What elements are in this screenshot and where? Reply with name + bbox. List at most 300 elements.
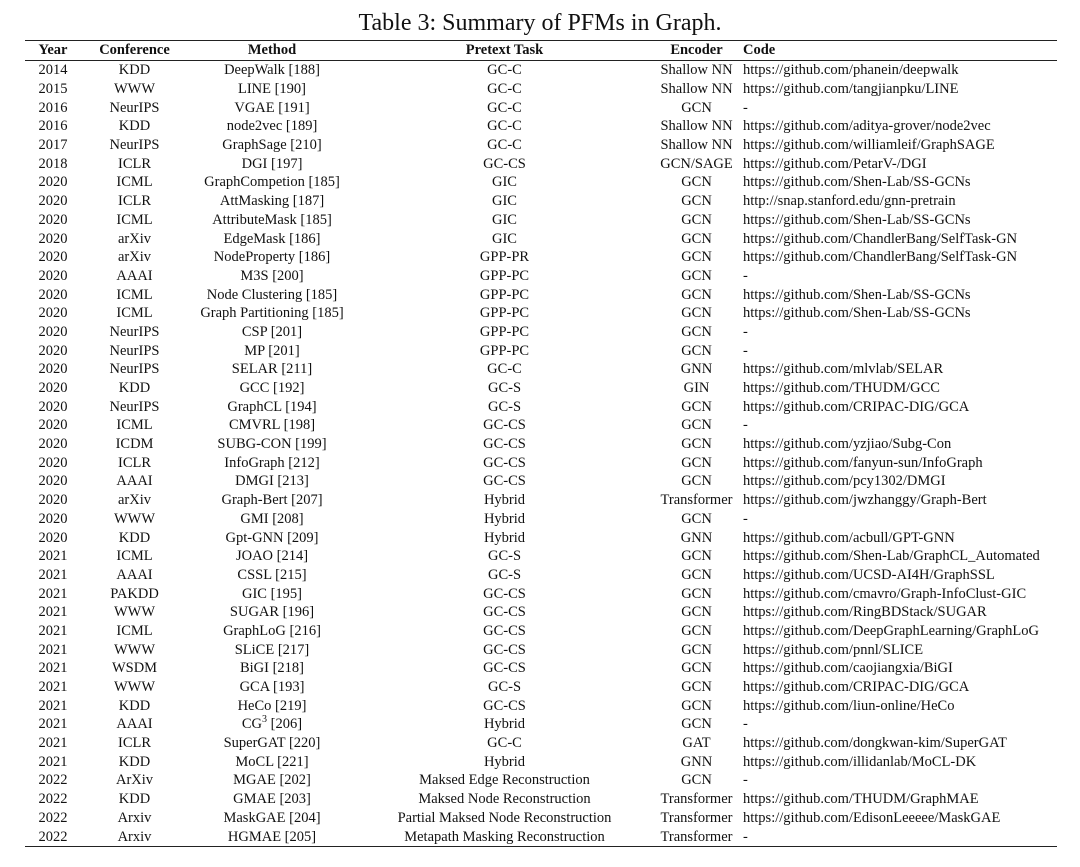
cell-conference: WWW: [113, 510, 156, 527]
cell-encoder: GCN: [681, 99, 712, 116]
cell-conference: NeurIPS: [109, 361, 160, 378]
table-row: [25, 416, 1057, 435]
cell-conference: NeurIPS: [109, 398, 160, 415]
cell-pretext-task: GPP-PC: [479, 286, 530, 303]
table-row: [25, 248, 1057, 267]
cell-conference: NeurIPS: [109, 137, 160, 154]
cell-pretext-task: GC-S: [487, 380, 522, 397]
table-caption: Table 3: Summary of PFMs in Graph.: [358, 10, 722, 36]
cell-method: SuperGAT [220]: [223, 735, 321, 752]
cell-method: DeepWalk [188]: [224, 62, 320, 79]
cell-year: 2020: [38, 305, 68, 322]
cell-encoder: GCN: [681, 454, 712, 471]
cell-method: MaskGAE [204]: [223, 809, 321, 826]
cell-encoder: GCN: [681, 641, 712, 658]
cell-code[interactable]: https://github.com/dongkwan-kim/SuperGAT: [743, 735, 1007, 752]
table-row: [25, 510, 1057, 529]
cell-method: GraphCompetion [185]: [204, 174, 340, 191]
cell-conference: arXiv: [117, 492, 151, 509]
cell-encoder: Shallow NN: [660, 137, 733, 154]
cell-pretext-task: GC-C: [487, 99, 522, 116]
cell-pretext-task: GC-CS: [483, 454, 526, 471]
cell-conference: AAAI: [116, 267, 153, 284]
cell-encoder: GCN: [681, 660, 712, 677]
cell-encoder: Transformer: [660, 791, 733, 808]
cell-pretext-task: GIC: [492, 230, 517, 247]
cell-method: GIC [195]: [241, 585, 302, 602]
cell-encoder: GCN: [681, 193, 712, 210]
cell-conference: ICML: [116, 174, 153, 191]
cell-code[interactable]: https://github.com/Shen-Lab/SS-GCNs: [743, 174, 971, 191]
cell-code[interactable]: https://github.com/pnnl/SLICE: [743, 641, 924, 658]
cell-conference: KDD: [118, 697, 151, 714]
cell-year: 2021: [38, 585, 68, 602]
cell-code[interactable]: https://github.com/Shen-Lab/SS-GCNs: [743, 286, 971, 303]
cell-method: HeCo [219]: [237, 697, 307, 714]
cell-pretext-task: Hybrid: [483, 716, 526, 733]
cell-pretext-task: GPP-PC: [479, 323, 530, 340]
cell-pretext-task: GIC: [492, 211, 517, 228]
cell-conference: WWW: [113, 641, 156, 658]
table-row: [25, 528, 1057, 547]
header-row: [25, 41, 1057, 61]
cell-year: 2016: [38, 118, 68, 135]
cell-method: Graph-Bert [207]: [221, 492, 323, 509]
cell-pretext-task: GC-C: [487, 137, 522, 154]
cell-year: 2020: [38, 361, 68, 378]
cell-year: 2021: [38, 622, 68, 639]
cell-pretext-task: Maksed Edge Reconstruction: [419, 772, 590, 789]
cell-pretext-task: GC-CS: [483, 473, 526, 490]
column-header-encoder: Encoder: [670, 42, 723, 58]
cell-pretext-task: GC-C: [487, 735, 522, 752]
cell-code[interactable]: https://github.com/EdisonLeeeee/MaskGAE: [743, 809, 1001, 826]
table-row: [25, 734, 1057, 753]
cell-encoder: GCN: [681, 436, 712, 453]
cell-pretext-task: GPP-PC: [479, 267, 530, 284]
cell-year: 2016: [38, 99, 68, 116]
cell-encoder: GNN: [680, 529, 713, 546]
cell-code[interactable]: https://github.com/Shen-Lab/SS-GCNs: [743, 305, 971, 322]
cell-conference: WWW: [113, 81, 156, 98]
cell-method: NodeProperty [186]: [213, 249, 331, 266]
cell-conference: ICML: [116, 305, 153, 322]
cell-year: 2021: [38, 548, 68, 565]
cell-year: 2015: [38, 81, 68, 98]
cell-conference: NeurIPS: [109, 342, 160, 359]
cell-pretext-task: GC-S: [487, 548, 522, 565]
cell-encoder: GCN: [681, 772, 712, 789]
cell-year: 2022: [38, 828, 68, 845]
cell-code[interactable]: https://github.com/DeepGraphLearning/GraphLoG: [743, 622, 1039, 639]
cell-conference: ICML: [116, 286, 153, 303]
cell-encoder: Transformer: [660, 828, 733, 845]
cell-encoder: Transformer: [660, 809, 733, 826]
cell-conference: KDD: [118, 791, 151, 808]
cell-code[interactable]: https://github.com/aditya-grover/node2vec: [743, 118, 991, 135]
cell-method: SELAR [211]: [231, 361, 313, 378]
cell-year: 2018: [38, 155, 68, 172]
cell-pretext-task: Partial Maksed Node Reconstruction: [397, 809, 612, 826]
cell-encoder: GCN: [681, 548, 712, 565]
table-row: [25, 229, 1057, 248]
cell-encoder: Shallow NN: [660, 81, 733, 98]
cell-encoder: GCN: [681, 398, 712, 415]
cell-code: -: [743, 828, 748, 845]
table-row: [25, 491, 1057, 510]
table-row: [25, 61, 1057, 80]
cell-conference: Arxiv: [117, 828, 152, 845]
cell-pretext-task: Metapath Masking Reconstruction: [404, 828, 605, 845]
cell-year: 2020: [38, 436, 68, 453]
cell-conference: WSDM: [111, 660, 158, 677]
cell-pretext-task: GIC: [492, 174, 517, 191]
table-row: [25, 715, 1057, 734]
column-header-code: Code: [743, 42, 776, 58]
cell-pretext-task: GC-S: [487, 679, 522, 696]
cell-code[interactable]: https://github.com/CRIPAC-DIG/GCA: [743, 398, 970, 415]
table-row: [25, 379, 1057, 398]
cell-pretext-task: GC-S: [487, 566, 522, 583]
cell-conference: AAAI: [116, 473, 153, 490]
cell-encoder: GCN: [681, 249, 712, 266]
cell-method: GMI [208]: [240, 510, 304, 527]
cell-code[interactable]: https://github.com/yzjiao/Subg-Con: [743, 436, 952, 453]
table-row: [25, 304, 1057, 323]
cell-method: DMGI [213]: [235, 473, 309, 490]
cell-conference: AAAI: [116, 716, 153, 733]
cell-method: MP [201]: [244, 342, 300, 359]
cell-year: 2021: [38, 697, 68, 714]
cell-pretext-task: Hybrid: [483, 529, 526, 546]
cell-conference: KDD: [118, 380, 151, 397]
cell-conference: ICLR: [117, 735, 152, 752]
cell-year: 2020: [38, 529, 68, 546]
cell-method: SUGAR [196]: [229, 604, 315, 621]
cell-encoder: GCN: [681, 174, 712, 191]
table-row: [25, 173, 1057, 192]
cell-pretext-task: GC-C: [487, 361, 522, 378]
cell-conference: Arxiv: [117, 809, 152, 826]
table-row: [25, 435, 1057, 454]
table-row: [25, 154, 1057, 173]
cell-code[interactable]: https://github.com/RingBDStack/SUGAR: [743, 604, 987, 621]
cell-encoder: GCN/SAGE: [660, 155, 733, 172]
table-row: [25, 696, 1057, 715]
table-row: [25, 80, 1057, 99]
cell-encoder: GCN: [681, 342, 712, 359]
cell-conference: ICDM: [115, 436, 154, 453]
cell-encoder: GNN: [680, 753, 713, 770]
cell-method: GraphLoG [216]: [223, 622, 321, 639]
cell-method: Node Clustering [185]: [206, 286, 338, 303]
cell-encoder: GCN: [681, 305, 712, 322]
cell-encoder: Shallow NN: [660, 62, 733, 79]
cell-encoder: GNN: [680, 361, 713, 378]
cell-year: 2020: [38, 510, 68, 527]
table-row: [25, 267, 1057, 286]
cell-conference: ICLR: [117, 193, 152, 210]
table-row: [25, 678, 1057, 697]
cell-year: 2021: [38, 716, 68, 733]
column-header-method: Method: [247, 42, 297, 58]
cell-year: 2021: [38, 641, 68, 658]
cell-encoder: GCN: [681, 604, 712, 621]
cell-method: CSP [201]: [241, 323, 303, 340]
table-row: [25, 584, 1057, 603]
cell-code[interactable]: https://github.com/tangjianpku/LINE: [743, 81, 959, 98]
cell-encoder: Shallow NN: [660, 118, 733, 135]
table-row: [25, 453, 1057, 472]
cell-method: CSSL [215]: [237, 566, 307, 583]
table-row: [25, 341, 1057, 360]
table-row: [25, 117, 1057, 136]
cell-method: Gpt-GNN [209]: [225, 529, 319, 546]
cell-method: AttributeMask [185]: [212, 211, 332, 228]
column-header-year: Year: [38, 42, 68, 58]
cell-encoder: GAT: [682, 735, 711, 752]
cell-code[interactable]: https://github.com/UCSD-AI4H/GraphSSL: [743, 566, 995, 583]
table-row: [25, 360, 1057, 379]
table-row: [25, 640, 1057, 659]
cell-pretext-task: GC-S: [487, 398, 522, 415]
cell-code[interactable]: https://github.com/cmavro/Graph-InfoClust-GIC: [743, 585, 1027, 602]
cell-code[interactable]: https://github.com/Shen-Lab/GraphCL_Automated: [743, 548, 1040, 565]
table-row: [25, 771, 1057, 790]
cell-year: 2020: [38, 417, 68, 434]
cell-encoder: GCN: [681, 230, 712, 247]
cell-method: GCA [193]: [239, 679, 305, 696]
cell-method: node2vec [189]: [226, 118, 318, 135]
cell-pretext-task: GC-CS: [483, 641, 526, 658]
cell-pretext-task: Maksed Node Reconstruction: [418, 791, 591, 808]
cell-year: 2017: [38, 137, 68, 154]
cell-conference: WWW: [113, 679, 156, 696]
cell-encoder: GCN: [681, 510, 712, 527]
pfm-graph-table: [25, 40, 1057, 847]
cell-conference: arXiv: [117, 249, 151, 266]
cell-method: SLiCE [217]: [234, 641, 310, 658]
cell-code[interactable]: https://github.com/illidanlab/MoCL-DK: [743, 753, 977, 770]
cell-code[interactable]: https://github.com/ChandlerBang/SelfTask-GN: [743, 249, 1018, 266]
cell-pretext-task: GC-C: [487, 81, 522, 98]
cell-year: 2020: [38, 492, 68, 509]
cell-pretext-task: Hybrid: [483, 510, 526, 527]
cell-method: AttMasking [187]: [219, 193, 325, 210]
cell-year: 2020: [38, 230, 68, 247]
table-row: [25, 547, 1057, 566]
cell-encoder: Transformer: [660, 492, 733, 509]
cell-pretext-task: GPP-PC: [479, 342, 530, 359]
cell-conference: arXiv: [117, 230, 151, 247]
cell-pretext-task: Hybrid: [483, 492, 526, 509]
cell-encoder: GCN: [681, 716, 712, 733]
cell-method: MGAE [202]: [233, 772, 311, 789]
table-row: [25, 752, 1057, 771]
cell-method: CMVRL [198]: [228, 417, 316, 434]
cell-year: 2020: [38, 211, 68, 228]
cell-year: 2020: [38, 473, 68, 490]
cell-code: -: [743, 510, 748, 527]
cell-year: 2022: [38, 772, 68, 789]
cell-year: 2022: [38, 791, 68, 808]
cell-code[interactable]: https://github.com/acbull/GPT-GNN: [743, 529, 955, 546]
cell-code[interactable]: https://github.com/mlvlab/SELAR: [743, 361, 944, 378]
cell-year: 2020: [38, 380, 68, 397]
cell-code[interactable]: https://github.com/ChandlerBang/SelfTask-GN: [743, 230, 1018, 247]
cell-pretext-task: GC-CS: [483, 622, 526, 639]
cell-code[interactable]: https://github.com/williamleif/GraphSAGE: [743, 137, 995, 154]
cell-year: 2020: [38, 342, 68, 359]
cell-pretext-task: GPP-PC: [479, 305, 530, 322]
table-row: [25, 136, 1057, 155]
cell-conference: ICML: [116, 548, 153, 565]
cell-year: 2020: [38, 454, 68, 471]
cell-conference: KDD: [118, 118, 151, 135]
cell-year: 2020: [38, 323, 68, 340]
cell-method: InfoGraph [212]: [224, 454, 320, 471]
cell-conference: NeurIPS: [109, 323, 160, 340]
cell-method: GraphSage [210]: [222, 137, 322, 154]
cell-conference: ICLR: [117, 155, 152, 172]
cell-conference: KDD: [118, 62, 151, 79]
cell-year: 2020: [38, 193, 68, 210]
cell-year: 2021: [38, 604, 68, 621]
cell-pretext-task: GC-CS: [483, 660, 526, 677]
cell-method: Graph Partitioning [185]: [200, 305, 344, 322]
table-row: [25, 211, 1057, 230]
cell-method: GMAE [203]: [233, 791, 311, 808]
cell-method: GCC [192]: [239, 380, 305, 397]
table-row: [25, 790, 1057, 809]
cell-conference: KDD: [118, 529, 151, 546]
cell-method: GraphCL [194]: [227, 398, 317, 415]
cell-code[interactable]: https://github.com/CRIPAC-DIG/GCA: [743, 679, 970, 696]
cell-conference: ICML: [116, 622, 153, 639]
cell-pretext-task: GC-CS: [483, 697, 526, 714]
table-row: [25, 397, 1057, 416]
cell-year: 2021: [38, 679, 68, 696]
cell-conference: ICML: [116, 417, 153, 434]
cell-year: 2020: [38, 286, 68, 303]
cell-method: MoCL [221]: [235, 753, 309, 770]
cell-year: 2021: [38, 735, 68, 752]
cell-year: 2021: [38, 660, 68, 677]
cell-method: DGI [197]: [241, 155, 303, 172]
cell-conference: NeurIPS: [109, 99, 160, 116]
table-row: [25, 603, 1057, 622]
cell-year: 2021: [38, 566, 68, 583]
cell-conference: ArXiv: [115, 772, 154, 789]
cell-year: 2014: [38, 62, 68, 79]
cell-method: M3S [200]: [240, 267, 304, 284]
table-body: [25, 61, 1057, 847]
cell-year: 2020: [38, 174, 68, 191]
cell-method: EdgeMask [186]: [223, 230, 321, 247]
cell-conference: ICLR: [117, 454, 152, 471]
cell-method: SUBG-CON [199]: [217, 436, 327, 453]
cell-code[interactable]: https://github.com/THUDM/GraphMAE: [743, 791, 979, 808]
cell-pretext-task: GIC: [492, 193, 517, 210]
column-header-conference: Conference: [99, 42, 170, 58]
cell-encoder: GCN: [681, 697, 712, 714]
cell-conference: WWW: [113, 604, 156, 621]
cell-year: 2020: [38, 249, 68, 266]
cell-encoder: GCN: [681, 566, 712, 583]
column-header-pretext-task: Pretext Task: [465, 42, 544, 58]
cell-code[interactable]: https://github.com/Shen-Lab/SS-GCNs: [743, 211, 971, 228]
cell-method: VGAE [191]: [234, 99, 310, 116]
cell-method: HGMAE [205]: [227, 828, 317, 845]
cell-code[interactable]: http://snap.stanford.edu/gnn-pretrain: [743, 193, 956, 210]
cell-pretext-task: GC-CS: [483, 604, 526, 621]
cell-code: -: [743, 772, 748, 789]
cell-encoder: GCN: [681, 286, 712, 303]
cell-code[interactable]: https://github.com/caojiangxia/BiGI: [743, 660, 953, 677]
table-row: [25, 472, 1057, 491]
cell-pretext-task: GC-CS: [483, 585, 526, 602]
cell-code: -: [743, 99, 748, 116]
cell-year: 2022: [38, 809, 68, 826]
cell-pretext-task: GC-C: [487, 62, 522, 79]
cell-pretext-task: GPP-PR: [479, 249, 530, 266]
table-row: [25, 566, 1057, 585]
table-row: [25, 323, 1057, 342]
table-row: [25, 827, 1057, 846]
cell-encoder: GCN: [681, 585, 712, 602]
cell-code: -: [743, 342, 748, 359]
cell-code[interactable]: https://github.com/liun-online/HeCo: [743, 697, 955, 714]
cell-method: $CG^3$ [206]: [241, 715, 303, 733]
cell-encoder: GCN: [681, 417, 712, 434]
cell-encoder: GIN: [683, 380, 710, 397]
cell-pretext-task: GC-CS: [483, 417, 526, 434]
cell-encoder: GCN: [681, 679, 712, 696]
cell-code[interactable]: https://github.com/phanein/deepwalk: [743, 62, 959, 79]
cell-pretext-task: GC-C: [487, 118, 522, 135]
cell-code: -: [743, 716, 748, 733]
cell-code[interactable]: https://github.com/PetarV-/DGI: [743, 155, 927, 172]
cell-method: BiGI [218]: [239, 660, 305, 677]
table-row: [25, 98, 1057, 117]
cell-code[interactable]: https://github.com/fanyun-sun/InfoGraph: [743, 454, 983, 471]
cell-conference: ICML: [116, 211, 153, 228]
cell-method: LINE [190]: [237, 81, 307, 98]
table-row: [25, 622, 1057, 641]
cell-code[interactable]: https://github.com/jwzhanggy/Graph-Bert: [743, 492, 987, 509]
cell-encoder: GCN: [681, 211, 712, 228]
cell-year: 2020: [38, 267, 68, 284]
cell-year: 2021: [38, 753, 68, 770]
table-row: [25, 659, 1057, 678]
cell-encoder: GCN: [681, 267, 712, 284]
cell-encoder: GCN: [681, 473, 712, 490]
cell-code: -: [743, 417, 748, 434]
cell-code[interactable]: https://github.com/pcy1302/DMGI: [743, 473, 946, 490]
cell-conference: PAKDD: [110, 585, 159, 602]
table-row: [25, 192, 1057, 211]
cell-pretext-task: GC-CS: [483, 436, 526, 453]
cell-year: 2020: [38, 398, 68, 415]
cell-pretext-task: Hybrid: [483, 753, 526, 770]
cell-pretext-task: GC-CS: [483, 155, 526, 172]
cell-method: JOAO [214]: [235, 548, 309, 565]
table-row: [25, 809, 1057, 828]
cell-code[interactable]: https://github.com/THUDM/GCC: [743, 380, 940, 397]
cell-conference: AAAI: [116, 566, 153, 583]
cell-conference: KDD: [118, 753, 151, 770]
cell-encoder: GCN: [681, 323, 712, 340]
